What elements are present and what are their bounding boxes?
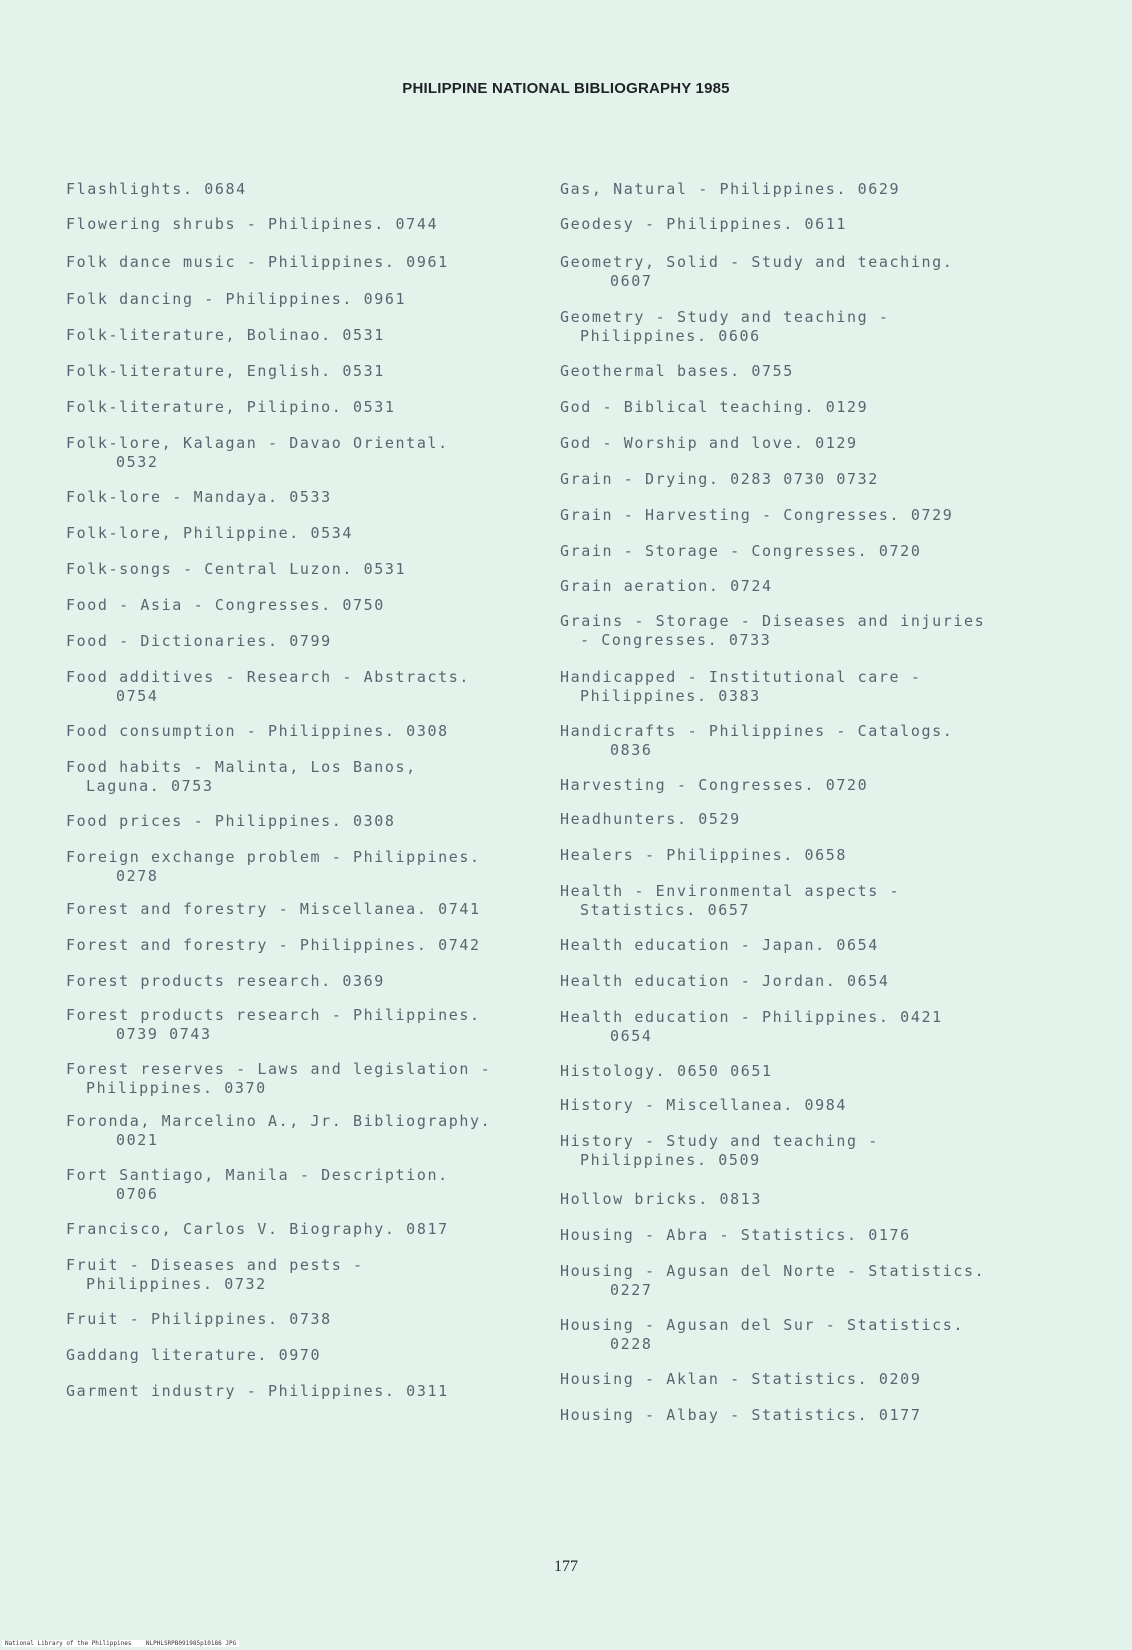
entry-heading: Geometry - Study and teaching -	[560, 308, 890, 326]
index-entry	[560, 1096, 1030, 1115]
entry-heading: Food habits - Malinta, Los Banos,	[66, 758, 417, 776]
index-entry	[560, 253, 1030, 291]
entry-heading: Housing - Aklan - Statistics. 0209	[560, 1370, 922, 1388]
index-entry	[66, 1166, 536, 1204]
index-entry	[560, 1316, 1030, 1354]
index-entry	[66, 1346, 536, 1365]
index-entry	[560, 776, 1030, 795]
entry-heading: Health education - Philippines. 0421	[560, 1008, 943, 1026]
entry-heading: Hollow bricks. 0813	[560, 1190, 762, 1208]
index-entry	[66, 812, 536, 831]
entry-heading: Forest and forestry - Miscellanea. 0741	[66, 900, 481, 918]
index-entry	[66, 632, 536, 651]
entry-heading: Food consumption - Philippines. 0308	[66, 722, 449, 740]
index-entry	[66, 972, 536, 991]
index-entry	[66, 936, 536, 955]
entry-heading: Garment industry - Philippines. 0311	[66, 1382, 449, 1400]
entry-continuation: 0836	[610, 741, 653, 759]
scan-footer: National Library of the Philippines NLPHLSRPB091985p10186 JPG	[2, 1640, 239, 1647]
entry-continuation: Philippines. 0383	[580, 687, 761, 705]
entry-heading: Healers - Philippines. 0658	[560, 846, 848, 864]
entry-continuation: 0228	[610, 1335, 653, 1353]
index-entry	[560, 936, 1030, 955]
entry-heading: God - Biblical teaching. 0129	[560, 398, 869, 416]
entry-heading: Housing - Albay - Statistics. 0177	[560, 1406, 922, 1424]
index-entry	[560, 810, 1030, 829]
entry-heading: Folk-lore, Philippine. 0534	[66, 524, 354, 542]
entry-heading: Grain - Harvesting - Congresses. 0729	[560, 506, 954, 524]
entry-heading: Geodesy - Philippines. 0611	[560, 215, 848, 233]
entry-heading: Fruit - Diseases and pests -	[66, 1256, 364, 1274]
index-entry	[66, 560, 536, 579]
index-entry	[560, 398, 1030, 417]
entry-heading: Housing - Abra - Statistics. 0176	[560, 1226, 911, 1244]
index-entry	[66, 1256, 536, 1294]
entry-heading: Forest products research. 0369	[66, 972, 385, 990]
index-entry	[560, 1062, 1030, 1081]
entry-heading: Folk dancing - Philippines. 0961	[66, 290, 407, 308]
index-entry	[66, 722, 536, 741]
index-entry	[66, 848, 536, 886]
entry-heading: Flowering shrubs - Philipines. 0744	[66, 215, 439, 233]
entry-heading: Handicapped - Institutional care -	[560, 668, 922, 686]
index-entry	[66, 524, 536, 543]
entry-heading: Forest reserves - Laws and legislation -	[66, 1060, 492, 1078]
index-entry	[66, 900, 536, 919]
index-entry	[560, 215, 1030, 234]
entry-continuation: 0654	[610, 1027, 653, 1045]
index-entry	[66, 1220, 536, 1239]
entry-heading: Geometry, Solid - Study and teaching.	[560, 253, 954, 271]
index-entry	[560, 972, 1030, 991]
index-entry	[66, 1112, 536, 1150]
entry-heading: Folk-literature, Pilipino. 0531	[66, 398, 396, 416]
index-entry	[560, 180, 1030, 199]
entry-heading: Health education - Japan. 0654	[560, 936, 879, 954]
entry-continuation: Philippines. 0606	[580, 327, 761, 345]
entry-heading: Housing - Agusan del Norte - Statistics.	[560, 1262, 986, 1280]
entry-heading: Grains - Storage - Diseases and injuries	[560, 612, 986, 630]
entry-continuation: Statistics. 0657	[580, 901, 751, 919]
index-entry	[66, 434, 536, 472]
index-entry	[560, 1406, 1030, 1425]
index-entry	[560, 1226, 1030, 1245]
index-entry	[66, 290, 536, 309]
entry-continuation: - Congresses. 0733	[580, 631, 772, 649]
entry-heading: Gaddang literature. 0970	[66, 1346, 322, 1364]
entry-heading: Forest products research - Philippines.	[66, 1006, 481, 1024]
entry-heading: Geothermal bases. 0755	[560, 362, 794, 380]
entry-heading: Grain aeration. 0724	[560, 577, 773, 595]
entry-heading: Food prices - Philippines. 0308	[66, 812, 396, 830]
index-entry	[66, 180, 536, 199]
entry-heading: Food - Asia - Congresses. 0750	[66, 596, 385, 614]
entry-heading: Harvesting - Congresses. 0720	[560, 776, 869, 794]
index-entry	[560, 542, 1030, 561]
entry-continuation: 0227	[610, 1281, 653, 1299]
entry-heading: Foronda, Marcelino A., Jr. Bibliography.	[66, 1112, 492, 1130]
index-entry	[66, 398, 536, 417]
index-entry	[560, 882, 1030, 920]
entry-heading: Grain - Drying. 0283 0730 0732	[560, 470, 879, 488]
index-entry	[560, 1008, 1030, 1046]
index-entry	[560, 1190, 1030, 1209]
index-entry	[66, 326, 536, 345]
entry-heading: Grain - Storage - Congresses. 0720	[560, 542, 922, 560]
entry-continuation: 0532	[116, 453, 159, 471]
entry-heading: History - Study and teaching -	[560, 1132, 879, 1150]
entry-continuation: 0278	[116, 867, 159, 885]
entry-heading: Francisco, Carlos V. Biography. 0817	[66, 1220, 449, 1238]
entry-heading: Health - Environmental aspects -	[560, 882, 901, 900]
index-entry	[560, 1132, 1030, 1170]
index-entry	[66, 1006, 536, 1044]
index-entry	[560, 846, 1030, 865]
index-entry	[560, 506, 1030, 525]
page-header: PHILIPPINE NATIONAL BIBLIOGRAPHY 1985	[402, 80, 730, 97]
index-entry	[66, 1060, 536, 1098]
entry-continuation: Philippines. 0732	[86, 1275, 267, 1293]
index-entry	[560, 612, 1030, 650]
entry-heading: Folk dance music - Philippines. 0961	[66, 253, 449, 271]
entry-heading: Folk-songs - Central Luzon. 0531	[66, 560, 407, 578]
entry-continuation: Philippines. 0509	[580, 1151, 761, 1169]
entry-heading: Fruit - Philippines. 0738	[66, 1310, 332, 1328]
index-entry	[560, 434, 1030, 453]
entry-continuation: 0706	[116, 1185, 159, 1203]
entry-heading: Health education - Jordan. 0654	[560, 972, 890, 990]
index-entry	[66, 488, 536, 507]
index-entry	[66, 668, 536, 706]
index-entry	[66, 253, 536, 272]
entry-continuation: 0021	[116, 1131, 159, 1149]
index-entry	[560, 1262, 1030, 1300]
entry-heading: Gas, Natural - Philippines. 0629	[560, 180, 901, 198]
index-entry	[66, 362, 536, 381]
entry-heading: Flashlights. 0684	[66, 180, 247, 198]
index-entry	[560, 1370, 1030, 1389]
entry-heading: Food - Dictionaries. 0799	[66, 632, 332, 650]
index-entry	[66, 758, 536, 796]
entry-continuation: Laguna. 0753	[86, 777, 214, 795]
index-entry	[560, 308, 1030, 346]
entry-continuation: 0607	[610, 272, 653, 290]
entry-heading: Forest and forestry - Philippines. 0742	[66, 936, 481, 954]
entry-heading: Housing - Agusan del Sur - Statistics.	[560, 1316, 964, 1334]
index-entry	[66, 1382, 536, 1401]
entry-heading: Folk-lore - Mandaya. 0533	[66, 488, 332, 506]
entry-heading: History - Miscellanea. 0984	[560, 1096, 848, 1114]
index-entry	[66, 596, 536, 615]
index-entry	[560, 668, 1030, 706]
entry-heading: Fort Santiago, Manila - Description.	[66, 1166, 449, 1184]
index-entry	[560, 722, 1030, 760]
entry-heading: Folk-lore, Kalagan - Davao Oriental.	[66, 434, 449, 452]
entry-heading: Headhunters. 0529	[560, 810, 741, 828]
entry-heading: Histology. 0650 0651	[560, 1062, 773, 1080]
entry-continuation: Philippines. 0370	[86, 1079, 267, 1097]
index-entry	[66, 1310, 536, 1329]
index-entry	[66, 215, 536, 234]
entry-heading: Folk-literature, Bolinao. 0531	[66, 326, 385, 344]
page-number: 177	[554, 1558, 578, 1575]
index-entry	[560, 362, 1030, 381]
entry-heading: God - Worship and love. 0129	[560, 434, 858, 452]
entry-heading: Food additives - Research - Abstracts.	[66, 668, 470, 686]
index-entry	[560, 577, 1030, 596]
entry-continuation: 0739 0743	[116, 1025, 212, 1043]
entry-continuation: 0754	[116, 687, 159, 705]
entry-heading: Folk-literature, English. 0531	[66, 362, 385, 380]
index-entry	[560, 470, 1030, 489]
entry-heading: Handicrafts - Philippines - Catalogs.	[560, 722, 954, 740]
entry-heading: Foreign exchange problem - Philippines.	[66, 848, 481, 866]
